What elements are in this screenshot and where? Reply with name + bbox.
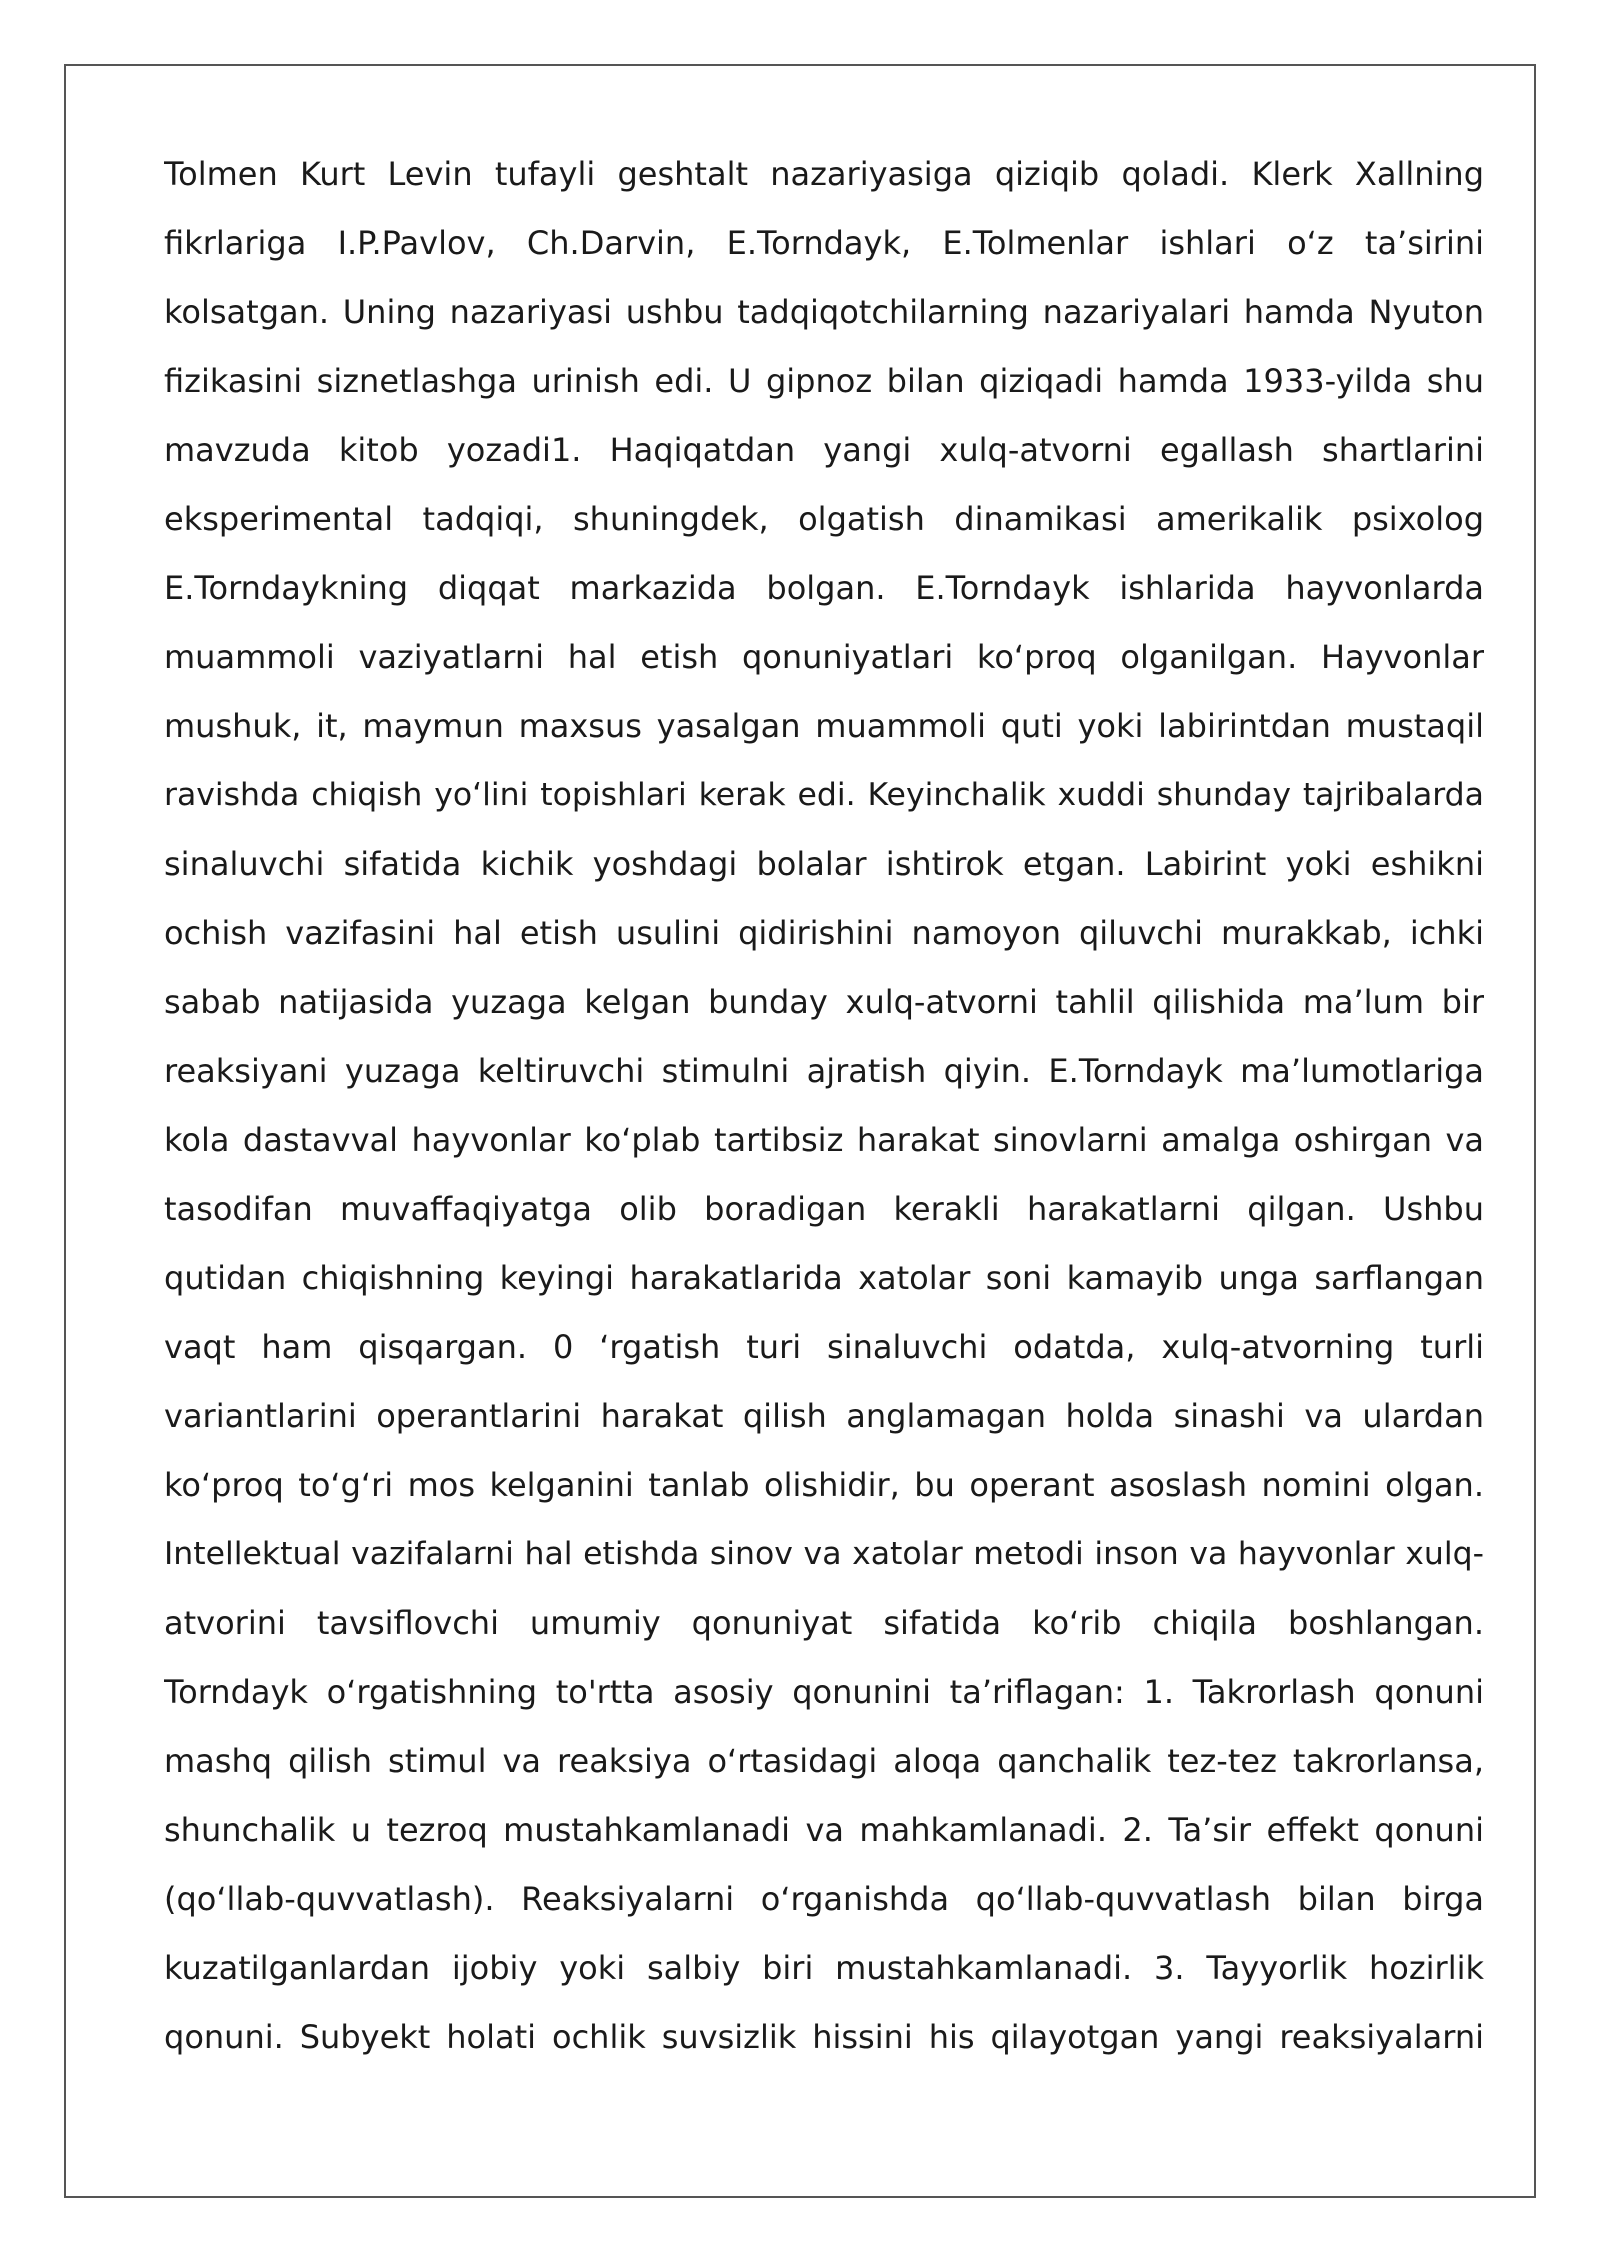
text-line: vaqt ham qisqargan. 0 ʻrgatish turi sinaluvchi odatda, xulq-atvorning turli bbox=[164, 1328, 1484, 1366]
text-line: (qoʻllab-quvvatlash). Reaksiyalarni oʻrganishda qoʻllab-quvvatlash bilan birga bbox=[164, 1880, 1484, 1918]
document-body bbox=[164, 140, 1484, 2072]
text-line: E.Torndaykning diqqat markazida bolgan. E.Torndayk ishlarida hayvonlarda bbox=[164, 569, 1484, 607]
text-line: mavzuda kitob yozadi1. Haqiqatdan yangi xulq-atvorni egallash shartlarini bbox=[164, 431, 1484, 469]
text-line: muammoli vaziyatlarni hal etish qonuniyatlari koʻproq olganilgan. Hayvonlar bbox=[164, 638, 1484, 676]
text-line: Intellektual vazifalarni hal etishda sinov va xatolar metodi inson va hayvonlar xulq- bbox=[164, 1536, 1484, 1572]
text-line: kuzatilganlardan ijobiy yoki salbiy biri mustahkamlanadi. 3. Tayyorlik hozirlik bbox=[164, 1949, 1484, 1987]
text-line: reaksiyani yuzaga keltiruvchi stimulni ajratish qiyin. E.Torndayk maʼlumotlariga bbox=[164, 1052, 1484, 1090]
text-line: koʻproq toʻgʻri mos kelganini tanlab olishidir, bu operant asoslash nomini olgan. bbox=[164, 1466, 1484, 1504]
text-line: fikrlariga I.P.Pavlov, Ch.Darvin, E.Torndayk, E.Tolmenlar ishlari oʻz taʼsirini bbox=[164, 224, 1484, 262]
text-line: sinaluvchi sifatida kichik yoshdagi bolalar ishtirok etgan. Labirint yoki eshikni bbox=[164, 845, 1484, 883]
text-line: mashq qilish stimul va reaksiya oʻrtasidagi aloqa qanchalik tez-tez takrorlansa, bbox=[164, 1742, 1484, 1780]
text-line: variantlarini operantlarini harakat qilish anglamagan holda sinashi va ulardan bbox=[164, 1397, 1484, 1435]
text-line: qutidan chiqishning keyingi harakatlarida xatolar soni kamayib unga sarflangan bbox=[164, 1259, 1484, 1297]
text-line: ochish vazifasini hal etish usulini qidirishini namoyon qiluvchi murakkab, ichki bbox=[164, 914, 1484, 952]
text-line: fizikasini siznetlashga urinish edi. U gipnoz bilan qiziqadi hamda 1933-yilda shu bbox=[164, 362, 1484, 400]
text-line: Tolmen Kurt Levin tufayli geshtalt nazariyasiga qiziqib qoladi. Klerk Xallning bbox=[164, 155, 1484, 193]
text-line: ravishda chiqish yoʻlini topishlari kerak edi. Keyinchalik xuddi shunday tajribalarda bbox=[164, 777, 1484, 813]
text-line: sabab natijasida yuzaga kelgan bunday xulq-atvorni tahlil qilishida maʼlum bir bbox=[164, 983, 1484, 1021]
text-line: tasodifan muvaffaqiyatga olib boradigan kerakli harakatlarni qilgan. Ushbu bbox=[164, 1190, 1484, 1228]
text-line: eksperimental tadqiqi, shuningdek, olgatish dinamikasi amerikalik psixolog bbox=[164, 500, 1484, 538]
text-line: kolsatgan. Uning nazariyasi ushbu tadqiqotchilarning nazariyalari hamda Nyuton bbox=[164, 293, 1484, 331]
text-line: qonuni. Subyekt holati ochlik suvsizlik hissini his qilayotgan yangi reaksiyalarni bbox=[164, 2018, 1484, 2056]
text-line: Torndayk oʻrgatishning to'rtta asosiy qonunini taʼriflagan: 1. Takrorlash qonuni bbox=[164, 1673, 1484, 1711]
text-line: shunchalik u tezroq mustahkamlanadi va mahkamlanadi. 2. Taʼsir effekt qonuni bbox=[164, 1811, 1484, 1849]
text-line: kola dastavval hayvonlar koʻplab tartibsiz harakat sinovlarni amalga oshirgan va bbox=[164, 1121, 1484, 1159]
text-line: mushuk, it, maymun maxsus yasalgan muammoli quti yoki labirintdan mustaqil bbox=[164, 707, 1484, 745]
text-line: atvorini tavsiflovchi umumiy qonuniyat sifatida koʻrib chiqila boshlangan. bbox=[164, 1604, 1484, 1642]
